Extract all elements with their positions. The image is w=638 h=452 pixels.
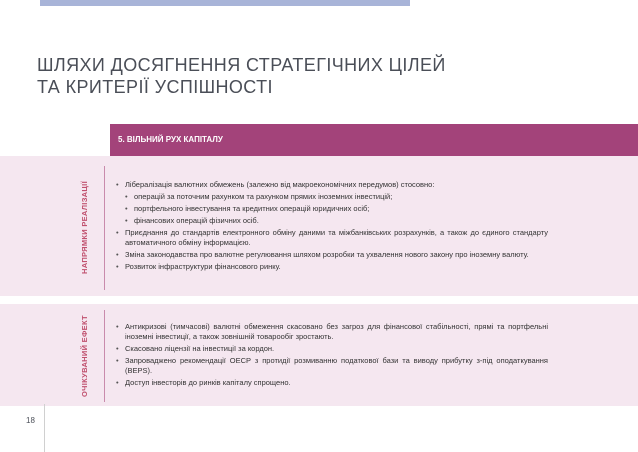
list-item: • Скасовано ліцензії на інвестиції за кордон. [116, 344, 548, 354]
expected-effect-list [116, 322, 548, 390]
list-item: • Розвиток інфраструктури фінансового ринку. [116, 262, 548, 272]
list-item: • Антикризові (тимчасові) валютні обмеження скасовано без загроз для фінансової стабільності, прямі та портфельні іноземні інвестиції, а також зовнішній товарообіг зростають. [116, 322, 548, 342]
implementation-label: НАПРЯМКИ РЕАЛІЗАЦІЇ [80, 181, 89, 275]
page-title-line-1: ШЛЯХИ ДОСЯГНЕННЯ СТРАТЕГІЧНИХ ЦІЛЕЙ [37, 55, 446, 75]
page-title-line-2: ТА КРИТЕРІЇ УСПІШНОСТІ [37, 77, 273, 97]
list-subitem: • портфельного інвестування та кредитних операцій юридичних осіб; [125, 204, 548, 214]
expected-effect-divider [104, 310, 105, 402]
list-item: • Зміна законодавства про валютне регулювання шляхом розробки та ухвалення нового закону про іноземну валюту. [116, 250, 548, 260]
list-item: • Запроваджено рекомендації ОЕСР з протидії розмиванню податкової бази та виводу прибутку з-під оподаткування (BEPS). [116, 356, 548, 376]
list-subitem: • фінансових операцій фізичних осіб. [125, 216, 548, 226]
list-item: • Лібералізація валютних обмежень (залежно від макроекономічних передумов) стосовно: [116, 180, 548, 190]
top-accent-bar [40, 0, 410, 6]
page-title [37, 54, 446, 98]
section-banner: 5. ВІЛЬНИЙ РУХ КАПІТАЛУ [110, 124, 638, 156]
expected-effect-label: ОЧІКУВАНИЙ ЕФЕКТ [80, 315, 89, 397]
list-subitem: • операцій за поточним рахунком та рахунком прямих іноземних інвестицій; [125, 192, 548, 202]
implementation-list [116, 180, 548, 274]
page-number: 18 [26, 416, 35, 425]
list-item: • Доступ інвесторів до ринків капіталу спрощено. [116, 378, 548, 388]
list-item: • Приєднання до стандартів електронного обміну даними та міжбанківських розрахунків, а також до єдиного стандарту автоматичного обміну інформацією. [116, 228, 548, 248]
page-number-divider [44, 404, 45, 452]
implementation-divider [104, 166, 105, 290]
